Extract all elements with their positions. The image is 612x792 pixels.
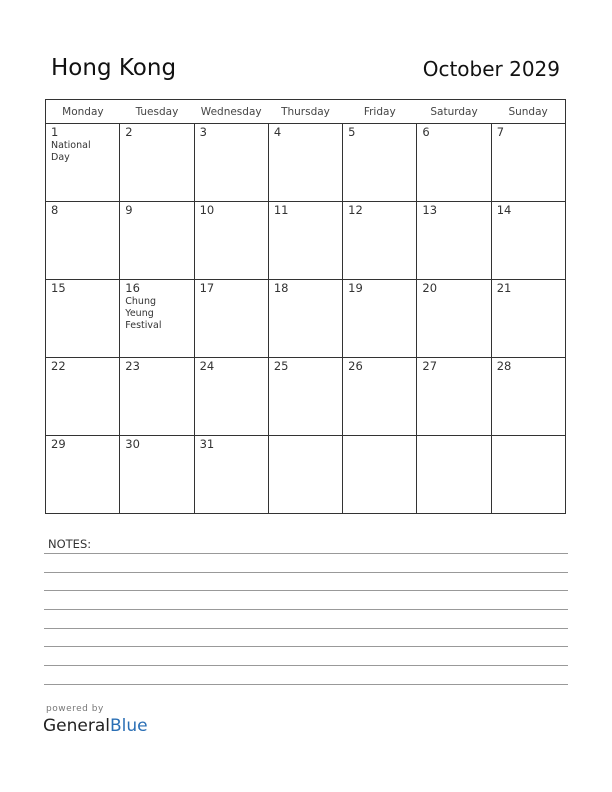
day-number: 9 [125, 203, 133, 217]
day-cell [268, 358, 342, 436]
day-cell [268, 124, 342, 202]
day-cell [120, 436, 194, 514]
weekday-tuesday: Tuesday [120, 100, 194, 124]
day-cell [120, 124, 194, 202]
day-cell [491, 202, 565, 280]
day-number: 26 [348, 359, 363, 373]
day-number: 3 [199, 125, 207, 139]
day-cell [194, 280, 268, 358]
day-cell [343, 202, 417, 280]
notes-line [44, 628, 568, 629]
day-number: 19 [348, 281, 363, 295]
day-number: 8 [51, 203, 59, 217]
day-number: 22 [51, 359, 66, 373]
day-cell [194, 124, 268, 202]
notes-line [44, 590, 568, 591]
weekday-friday: Friday [343, 100, 417, 124]
day-number: 5 [348, 125, 356, 139]
month-year-title: October 2029 [422, 57, 560, 81]
day-number: 27 [422, 359, 438, 373]
day-number: 25 [273, 359, 289, 373]
day-cell [343, 124, 417, 202]
day-cell [194, 358, 268, 436]
day-number: 4 [273, 125, 282, 139]
day-cell [268, 280, 342, 358]
day-number: 16 [125, 281, 140, 295]
day-cell [194, 202, 268, 280]
notes-line [44, 646, 568, 647]
day-cell [417, 358, 491, 436]
day-cell [46, 358, 120, 436]
day-number: 28 [496, 359, 512, 373]
day-number: 17 [199, 281, 215, 295]
weekday-header-row [46, 100, 566, 124]
day-number: 12 [348, 203, 363, 217]
notes-line [44, 572, 568, 573]
week-row [46, 202, 566, 280]
day-number: 14 [496, 203, 512, 217]
day-number: 1 [51, 125, 59, 139]
day-cell [417, 436, 491, 514]
day-cell [46, 280, 120, 358]
weekday-wednesday: Wednesday [194, 100, 268, 124]
day-cell [491, 358, 565, 436]
week-row [46, 436, 566, 514]
day-cell [343, 358, 417, 436]
day-number: 31 [199, 437, 215, 451]
day-cell [268, 202, 342, 280]
day-cell [194, 436, 268, 514]
weekday-sunday: Sunday [491, 100, 565, 124]
calendar-body [46, 124, 566, 514]
day-number: 30 [125, 437, 140, 451]
day-number: 2 [125, 125, 133, 139]
day-number: 6 [422, 125, 430, 139]
calendar-grid [45, 99, 566, 514]
day-cell [46, 202, 120, 280]
day-number: 18 [273, 281, 289, 295]
day-number: 23 [125, 359, 140, 373]
weekday-saturday: Saturday [417, 100, 491, 124]
day-number: 24 [199, 359, 215, 373]
brand-general: General [43, 716, 110, 736]
notes-line [44, 553, 568, 554]
day-number: 10 [199, 203, 215, 217]
day-cell [491, 436, 565, 514]
day-number: 15 [51, 281, 66, 295]
day-cell [491, 124, 565, 202]
notes-line [44, 665, 568, 666]
weekday-thursday: Thursday [268, 100, 342, 124]
day-number: 7 [496, 125, 505, 139]
day-cell [120, 202, 194, 280]
day-cell [268, 436, 342, 514]
day-number: 29 [51, 437, 66, 451]
day-cell [343, 436, 417, 514]
day-cell [343, 280, 417, 358]
week-row [46, 124, 566, 202]
holiday-label: National Day [51, 140, 91, 163]
day-number: 11 [273, 203, 289, 217]
day-cell [46, 436, 120, 514]
holiday-label: Chung Yeung Festival [125, 296, 162, 331]
region-title: Hong Kong [51, 55, 177, 81]
notes-line [44, 684, 568, 685]
day-cell [417, 124, 491, 202]
day-cell [120, 280, 194, 358]
powered-by-text: powered by [46, 704, 104, 714]
weekday-monday: Monday [46, 100, 120, 124]
day-cell [491, 280, 565, 358]
notes-label: NOTES: [48, 537, 92, 551]
brand-blue: Blue [110, 716, 148, 736]
day-cell [120, 358, 194, 436]
week-row [46, 280, 566, 358]
day-cell [46, 124, 120, 202]
day-number: 20 [422, 281, 438, 295]
notes-line [44, 609, 568, 610]
day-number: 13 [422, 203, 438, 217]
day-cell [417, 202, 491, 280]
day-cell [417, 280, 491, 358]
day-number: 21 [496, 281, 512, 295]
brand-logo [43, 716, 148, 736]
week-row [46, 358, 566, 436]
